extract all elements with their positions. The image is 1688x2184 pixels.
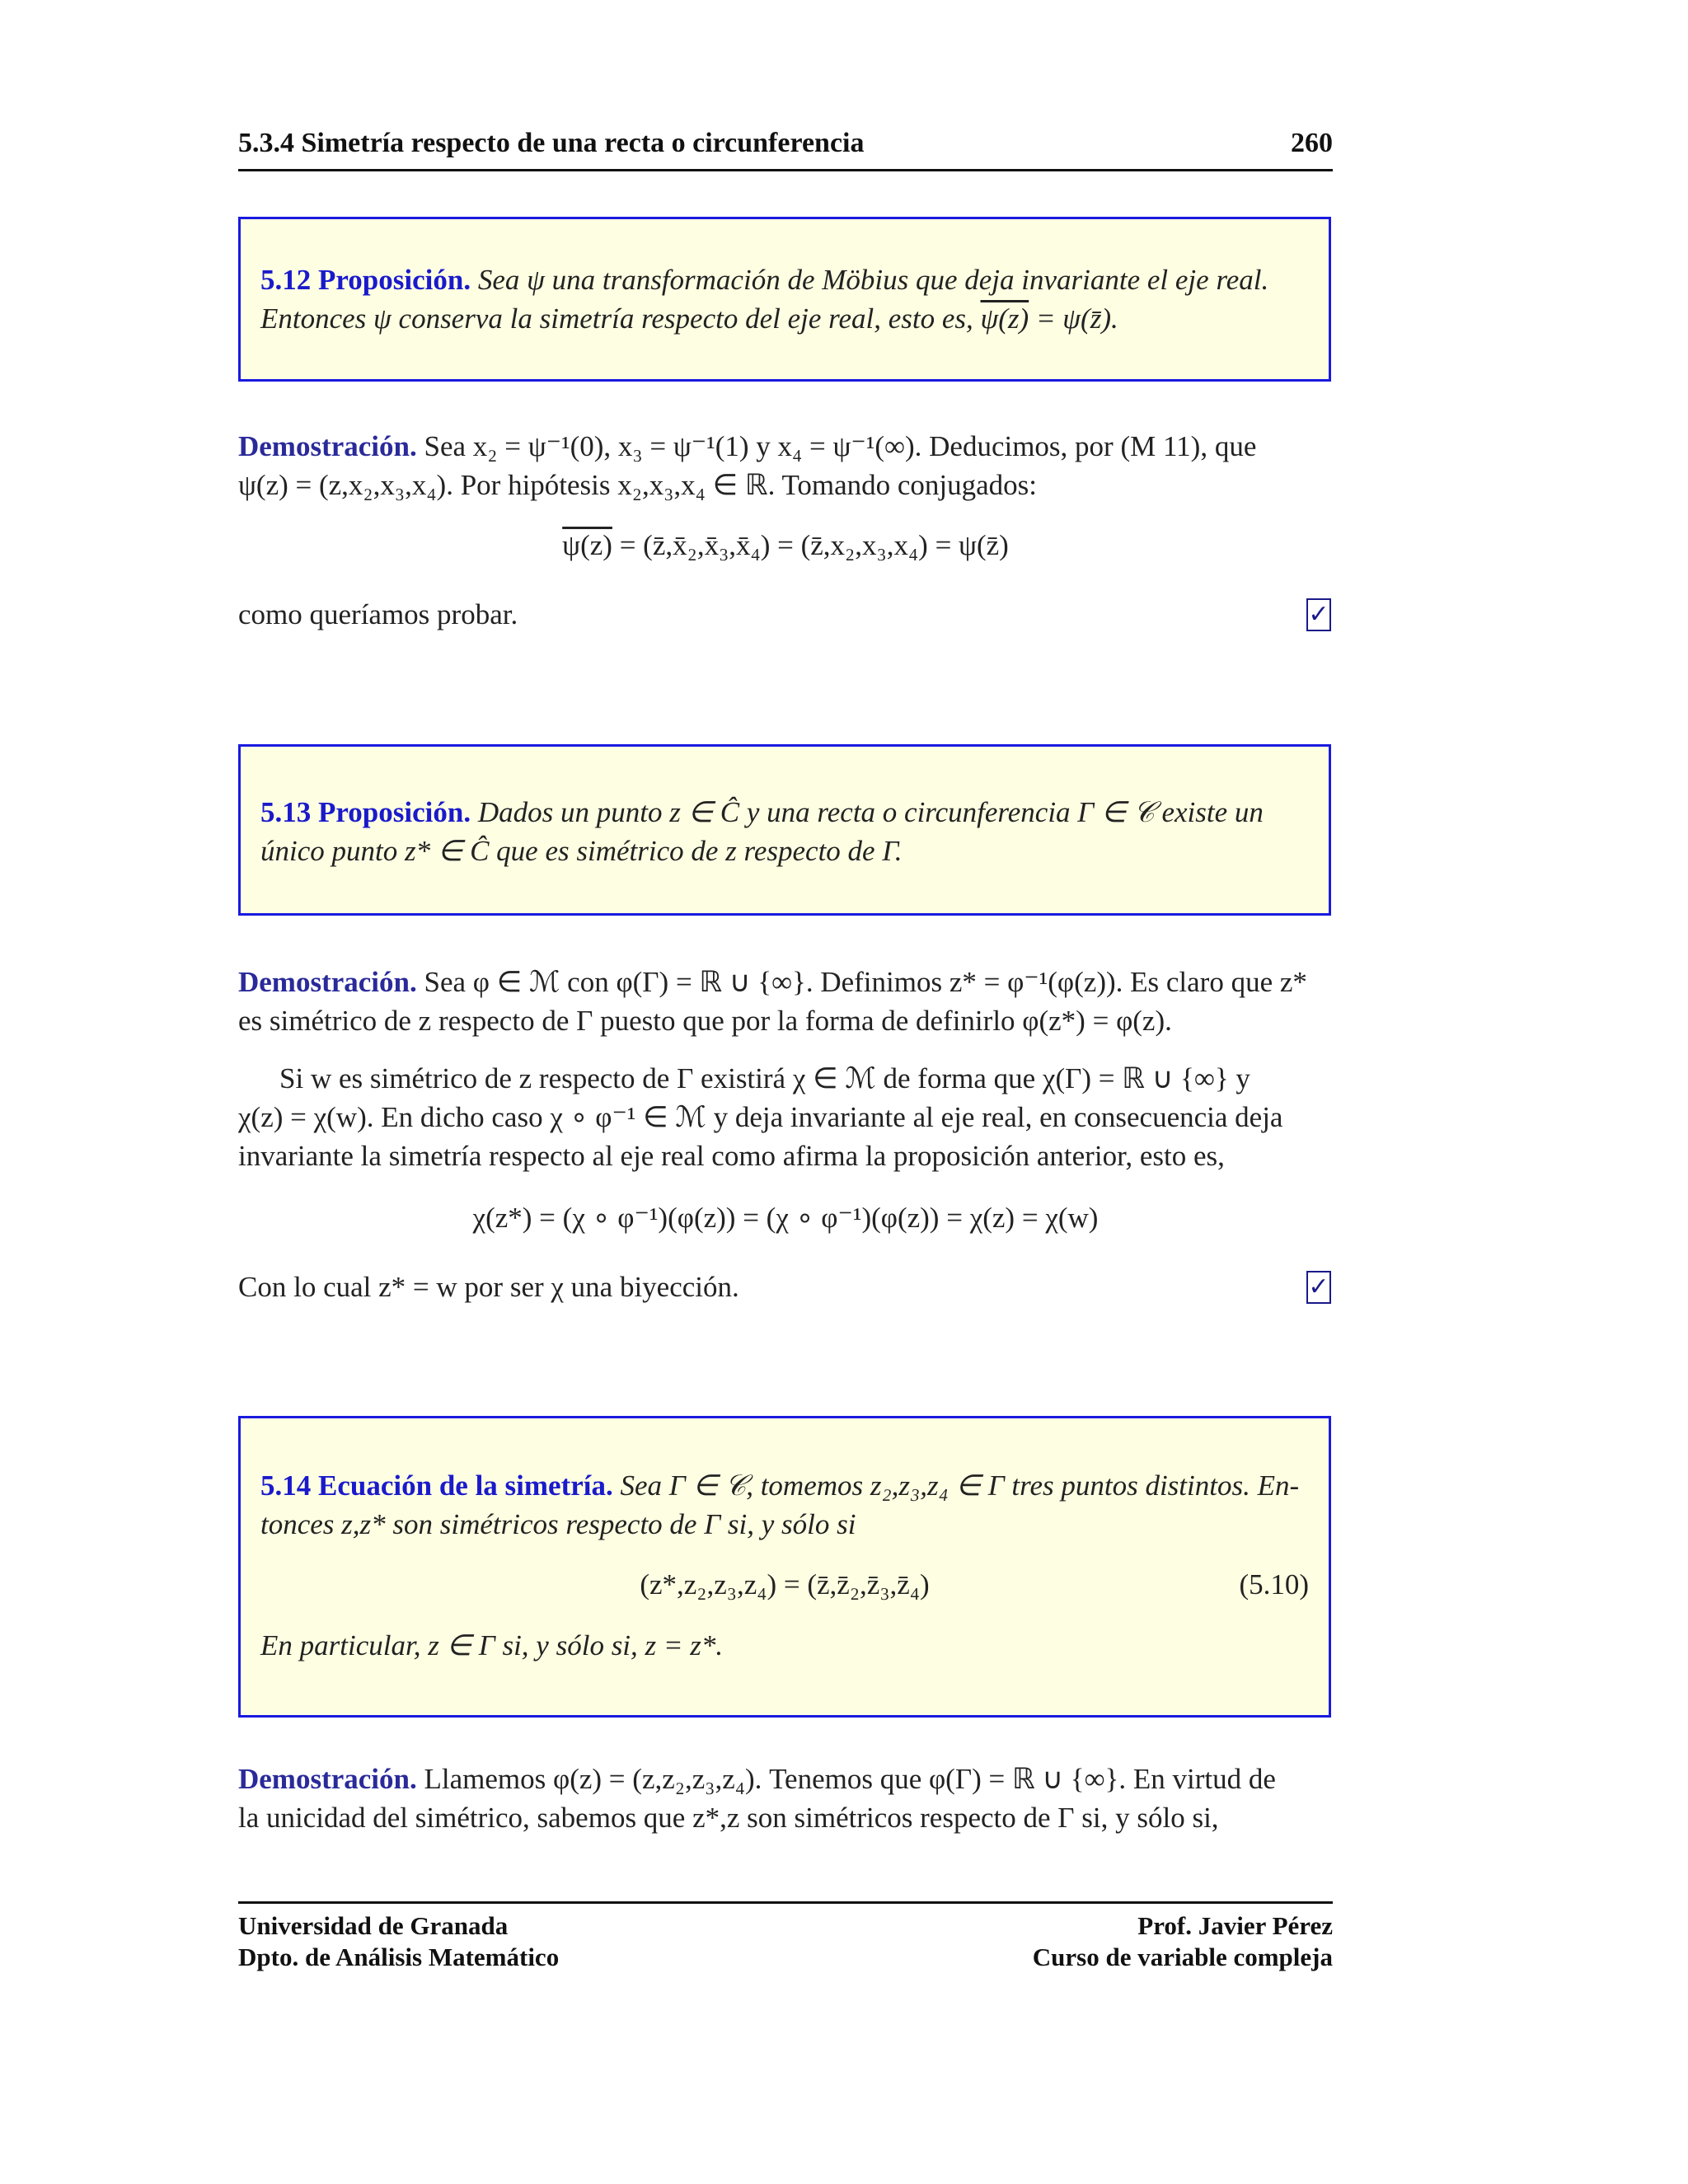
equation-5-14-line1: [260, 1466, 1309, 1505]
proof-5-14-label: Demostración.: [238, 1763, 417, 1795]
equation-5-14-text1: Sea Γ ∈ 𝒞, tomemos z₂,z₃,z₄ ∈ Γ tres puntos distintos. En-: [620, 1469, 1300, 1502]
proposition-5-13-label: 5.13 Proposición.: [260, 796, 471, 828]
proof-5-12-text1: Sea x₂ = ψ⁻¹(0), x₃ = ψ⁻¹(1) y x₄ = ψ⁻¹(∞). Deducimos, por (M 11), que: [424, 430, 1257, 462]
footer-left: [238, 1910, 559, 1973]
proof-5-12-label: Demostración.: [238, 430, 417, 462]
proposition-5-13-text1: Dados un punto z ∈ Ĉ y una recta o circunferencia Γ ∈ 𝒞 existe un: [477, 796, 1264, 828]
proof-5-14-line1: [238, 1760, 1333, 1798]
proposition-5-12-formula-rest: = ψ(z̄).: [1029, 302, 1118, 335]
equation-5-14-label: 5.14 Ecuación de la simetría.: [260, 1469, 613, 1502]
equation-5-14-formula: (z*,z₂,z₃,z₄) = (z̄,z̄₂,z̄₃,z̄₄): [640, 1568, 930, 1601]
proof-5-13-equation: χ(z*) = (χ ∘ φ⁻¹)(φ(z)) = (χ ∘ φ⁻¹)(φ(z)) = χ(z) = χ(w): [472, 1202, 1099, 1234]
proof-5-13-para2-line1: Si w es simétrico de z respecto de Γ existirá χ ∈ ℳ de forma que χ(Γ) = ℝ ∪ {∞} y: [279, 1062, 1250, 1094]
proof-5-12-equation: [238, 529, 1333, 562]
proof-5-13-text1: Sea φ ∈ ℳ con φ(Γ) = ℝ ∪ {∞}. Definimos z* = φ⁻¹(φ(z)). Es claro que z*: [424, 966, 1307, 998]
proof-5-13-para2-line3: invariante la simetría respecto al eje real como afirma la proposición anterior, esto es,: [238, 1140, 1225, 1172]
proposition-5-12-label: 5.12 Proposición.: [260, 264, 471, 296]
equation-5-14-box: [238, 1416, 1331, 1718]
footer-department: Dpto. de Análisis Matemático: [238, 1943, 560, 1971]
proposition-5-13-line2: único punto z* ∈ Ĉ que es simétrico de z respecto de Γ.: [260, 835, 903, 867]
page-number: 260: [1291, 128, 1333, 158]
proposition-5-13-box: [238, 744, 1331, 916]
running-header: [238, 128, 1333, 171]
footer-author: Prof. Javier Pérez: [1137, 1911, 1333, 1940]
proof-5-14-line2: la unicidad del simétrico, sabemos que z*,z son simétricos respecto de Γ si, y sólo si,: [238, 1802, 1219, 1834]
proof-5-13-line1: [238, 963, 1333, 1001]
proposition-5-12-line1: [260, 260, 1309, 299]
proof-5-13-label: Demostración.: [238, 966, 417, 998]
footer-course: Curso de variable compleja: [1032, 1943, 1333, 1971]
equation-number: (5.10): [1239, 1568, 1309, 1601]
footer-university: Universidad de Granada: [238, 1911, 509, 1940]
equation-5-14-line3: En particular, z ∈ Γ si, y sólo si, z = z*.: [260, 1629, 724, 1661]
proof-5-13-para2-line2: χ(z) = χ(w). En dicho caso χ ∘ φ⁻¹ ∈ ℳ y deja invariante al eje real, en consecuencia deja: [238, 1101, 1283, 1133]
proof-5-12-line2: ψ(z) = (z,x₂,x₃,x₄). Por hipótesis x₂,x₃,x₄ ∈ ℝ. Tomando conjugados:: [238, 469, 1038, 501]
proof-5-13-line2: es simétrico de z respecto de Γ puesto que por la forma de definirlo φ(z*) = φ(z).: [238, 1005, 1172, 1037]
footer-right: [1033, 1910, 1333, 1973]
proposition-5-12-text2: Entonces ψ conserva la simetría respecto del eje real, esto es,: [260, 302, 981, 335]
equation-5-14-line2: tonces z,z* son simétricos respecto de Γ si, y sólo si: [260, 1508, 856, 1540]
proof-5-12-equation-conjugate: ψ(z): [562, 529, 612, 561]
page-footer: [238, 1901, 1333, 1973]
proof-5-12-equation-rest: = (z̄,x̄₂,x̄₃,x̄₄) = (z̄,x₂,x₃,x₄) = ψ(z̄): [612, 529, 1009, 561]
proof-5-12-conclusion: como queríamos probar.: [238, 598, 518, 630]
qed-check-icon: ✓: [1306, 1271, 1331, 1304]
proposition-5-13-line1: [260, 793, 1309, 832]
equation-5-14-display: [260, 1552, 1309, 1618]
proof-5-12-line1: [238, 427, 1333, 466]
proposition-5-12-line2: [260, 299, 1309, 338]
proposition-5-12-text1: Sea ψ una transformación de Möbius que deja invariante el eje real.: [477, 264, 1269, 296]
proposition-5-12-box: [238, 217, 1331, 382]
qed-check-icon: ✓: [1306, 598, 1331, 631]
proof-5-13-conclusion: Con lo cual z* = w por ser χ una biyección.: [238, 1271, 739, 1303]
proposition-5-12-formula-conjugate: ψ(z): [980, 302, 1029, 335]
proof-5-14-text1: Llamemos φ(z) = (z,z₂,z₃,z₄). Tenemos que φ(Γ) = ℝ ∪ {∞}. En virtud de: [424, 1763, 1276, 1795]
section-title: 5.3.4 Simetría respecto de una recta o circunferencia: [238, 128, 865, 158]
